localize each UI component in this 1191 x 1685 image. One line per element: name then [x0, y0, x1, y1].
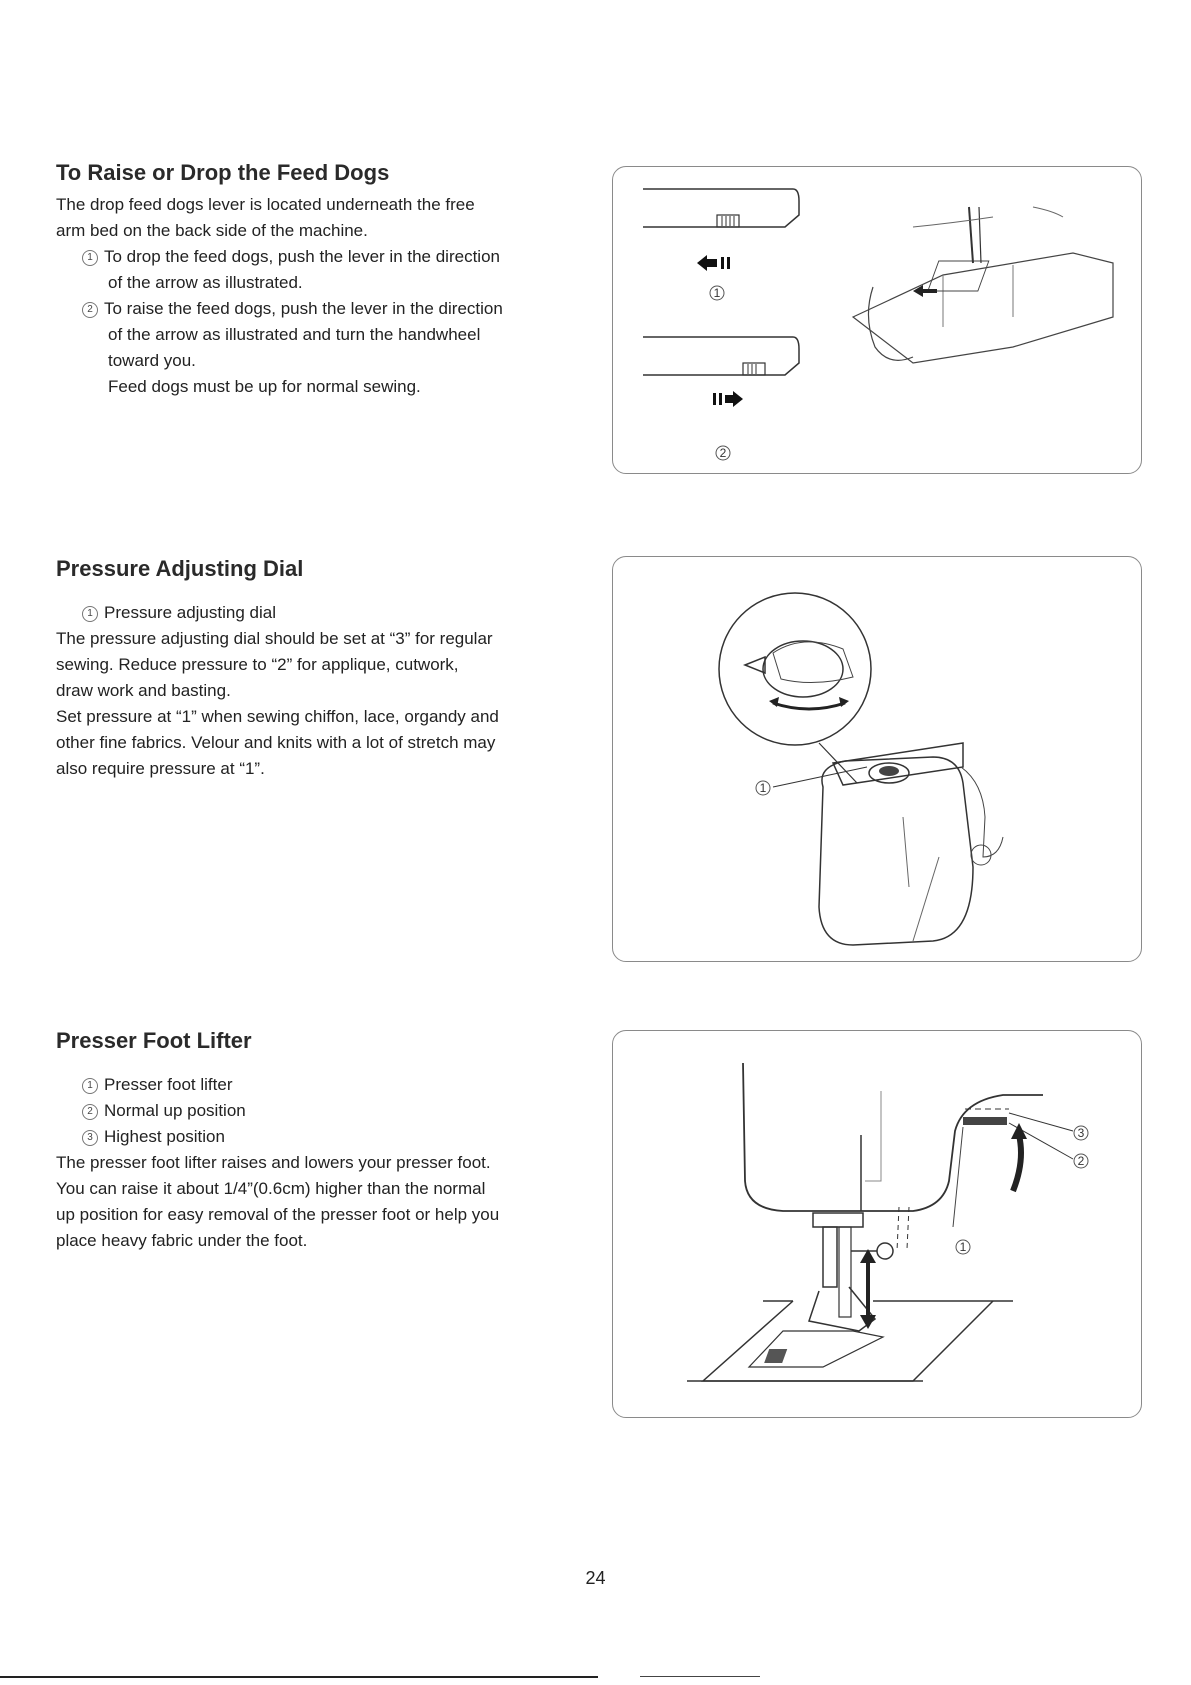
feed-dogs-illustration: [612, 166, 1142, 474]
presser-foot-line-1: The presser foot lifter raises and lowers your presser foot.: [56, 1153, 491, 1172]
foot-figure-label-1: 1: [959, 1240, 967, 1254]
section-pressure-dial: [56, 556, 596, 782]
lift-arrow-icon: [1013, 1135, 1021, 1191]
feed-dogs-step-2-cont-2: toward you.: [108, 351, 196, 370]
item-number-1: 1: [82, 1078, 98, 1094]
arrow-left-icon: [697, 255, 717, 271]
presser-foot-line-2: You can raise it about 1/4”(0.6cm) higher than the normal: [56, 1179, 486, 1198]
presser-foot-item-3: [56, 1124, 596, 1150]
item-number-1: 1: [82, 606, 98, 622]
presser-foot-item-2-text: Normal up position: [104, 1101, 246, 1120]
presser-foot: [809, 1287, 875, 1331]
pressure-dial-item-1: [56, 600, 596, 626]
pressure-dial-line-3: draw work and basting.: [56, 681, 231, 700]
feed-dogs-intro-2: arm bed on the back side of the machine.: [56, 221, 368, 240]
hand-sketch: [868, 287, 913, 360]
pressure-dial-line-6: also require pressure at “1”.: [56, 759, 265, 778]
thumb-screw: [877, 1243, 893, 1259]
feed-dogs-drawing: [613, 167, 1141, 473]
presser-foot-line-3: up position for easy removal of the presser foot or help you: [56, 1205, 500, 1224]
feed-dogs-step-2-text: To raise the feed dogs, push the lever in the direction: [104, 299, 503, 318]
lifter-lever: [963, 1117, 1007, 1125]
step-number-2: 2: [82, 302, 98, 318]
page-number: 24: [585, 1568, 606, 1588]
feed-dogs-step-1-cont: of the arrow as illustrated.: [108, 273, 303, 292]
feed-dogs-step-2: [56, 296, 596, 322]
feed-figure-label-1: 1: [713, 286, 721, 300]
presser-foot-item-2: [56, 1098, 596, 1124]
pressure-dial-line-5: other fine fabrics. Velour and knits with a lot of stretch may: [56, 733, 496, 752]
presser-foot-item-3-text: Highest position: [104, 1127, 225, 1146]
feed-dogs-note: Feed dogs must be up for normal sewing.: [108, 377, 421, 396]
presser-foot-line-4: place heavy fabric under the foot.: [56, 1231, 308, 1250]
pressure-dial-line-2: sewing. Reduce pressure to “2” for applique, cutwork,: [56, 655, 459, 674]
bottom-rule: [0, 1676, 598, 1678]
feed-dogs-title: To Raise or Drop the Feed Dogs: [56, 160, 390, 185]
foot-figure-label-3: 3: [1077, 1126, 1085, 1140]
pressure-dial-line-4: Set pressure at “1” when sewing chiffon, lace, organdy and: [56, 707, 499, 726]
machine-arm-outline: [743, 1063, 1043, 1211]
pressure-dial-item-1-text: Pressure adjusting dial: [104, 603, 276, 622]
presser-foot-drawing: [613, 1031, 1141, 1417]
section-presser-foot: [56, 1028, 596, 1254]
foot-figure-label-2: 2: [1077, 1154, 1085, 1168]
arrow-right-icon: [725, 391, 743, 407]
pressure-dial-line-1: The pressure adjusting dial should be set at “3” for regular: [56, 629, 493, 648]
presser-foot-illustration: [612, 1030, 1142, 1418]
machine-head: [819, 757, 973, 945]
presser-foot-title: Presser Foot Lifter: [56, 1028, 252, 1053]
section-feed-dogs: [56, 160, 596, 400]
feed-dogs-step-1-text: To drop the feed dogs, push the lever in the direction: [104, 247, 500, 266]
needle-plate: [703, 1301, 993, 1381]
item-number-2: 2: [82, 1104, 98, 1120]
presser-foot-item-1-text: Presser foot lifter: [104, 1075, 233, 1094]
pressure-dial-title: Pressure Adjusting Dial: [56, 556, 304, 581]
pressure-dial-illustration: [612, 556, 1142, 962]
feed-dogs-step-2-cont-1: of the arrow as illustrated and turn the handwheel: [108, 325, 481, 344]
presser-foot-item-1: [56, 1072, 596, 1098]
feed-dogs-intro-1: The drop feed dogs lever is located underneath the free: [56, 195, 475, 214]
step-number-1: 1: [82, 250, 98, 266]
dial-figure-label-1: 1: [759, 781, 767, 795]
bottom-rule-short: [640, 1676, 760, 1677]
item-number-3: 3: [82, 1130, 98, 1146]
feed-figure-label-2: 2: [719, 446, 727, 460]
pointer-icon: [745, 657, 765, 673]
pressure-dial-drawing: [613, 557, 1141, 961]
feed-dogs-step-1: [56, 244, 596, 270]
zoom-circle: [719, 593, 871, 745]
